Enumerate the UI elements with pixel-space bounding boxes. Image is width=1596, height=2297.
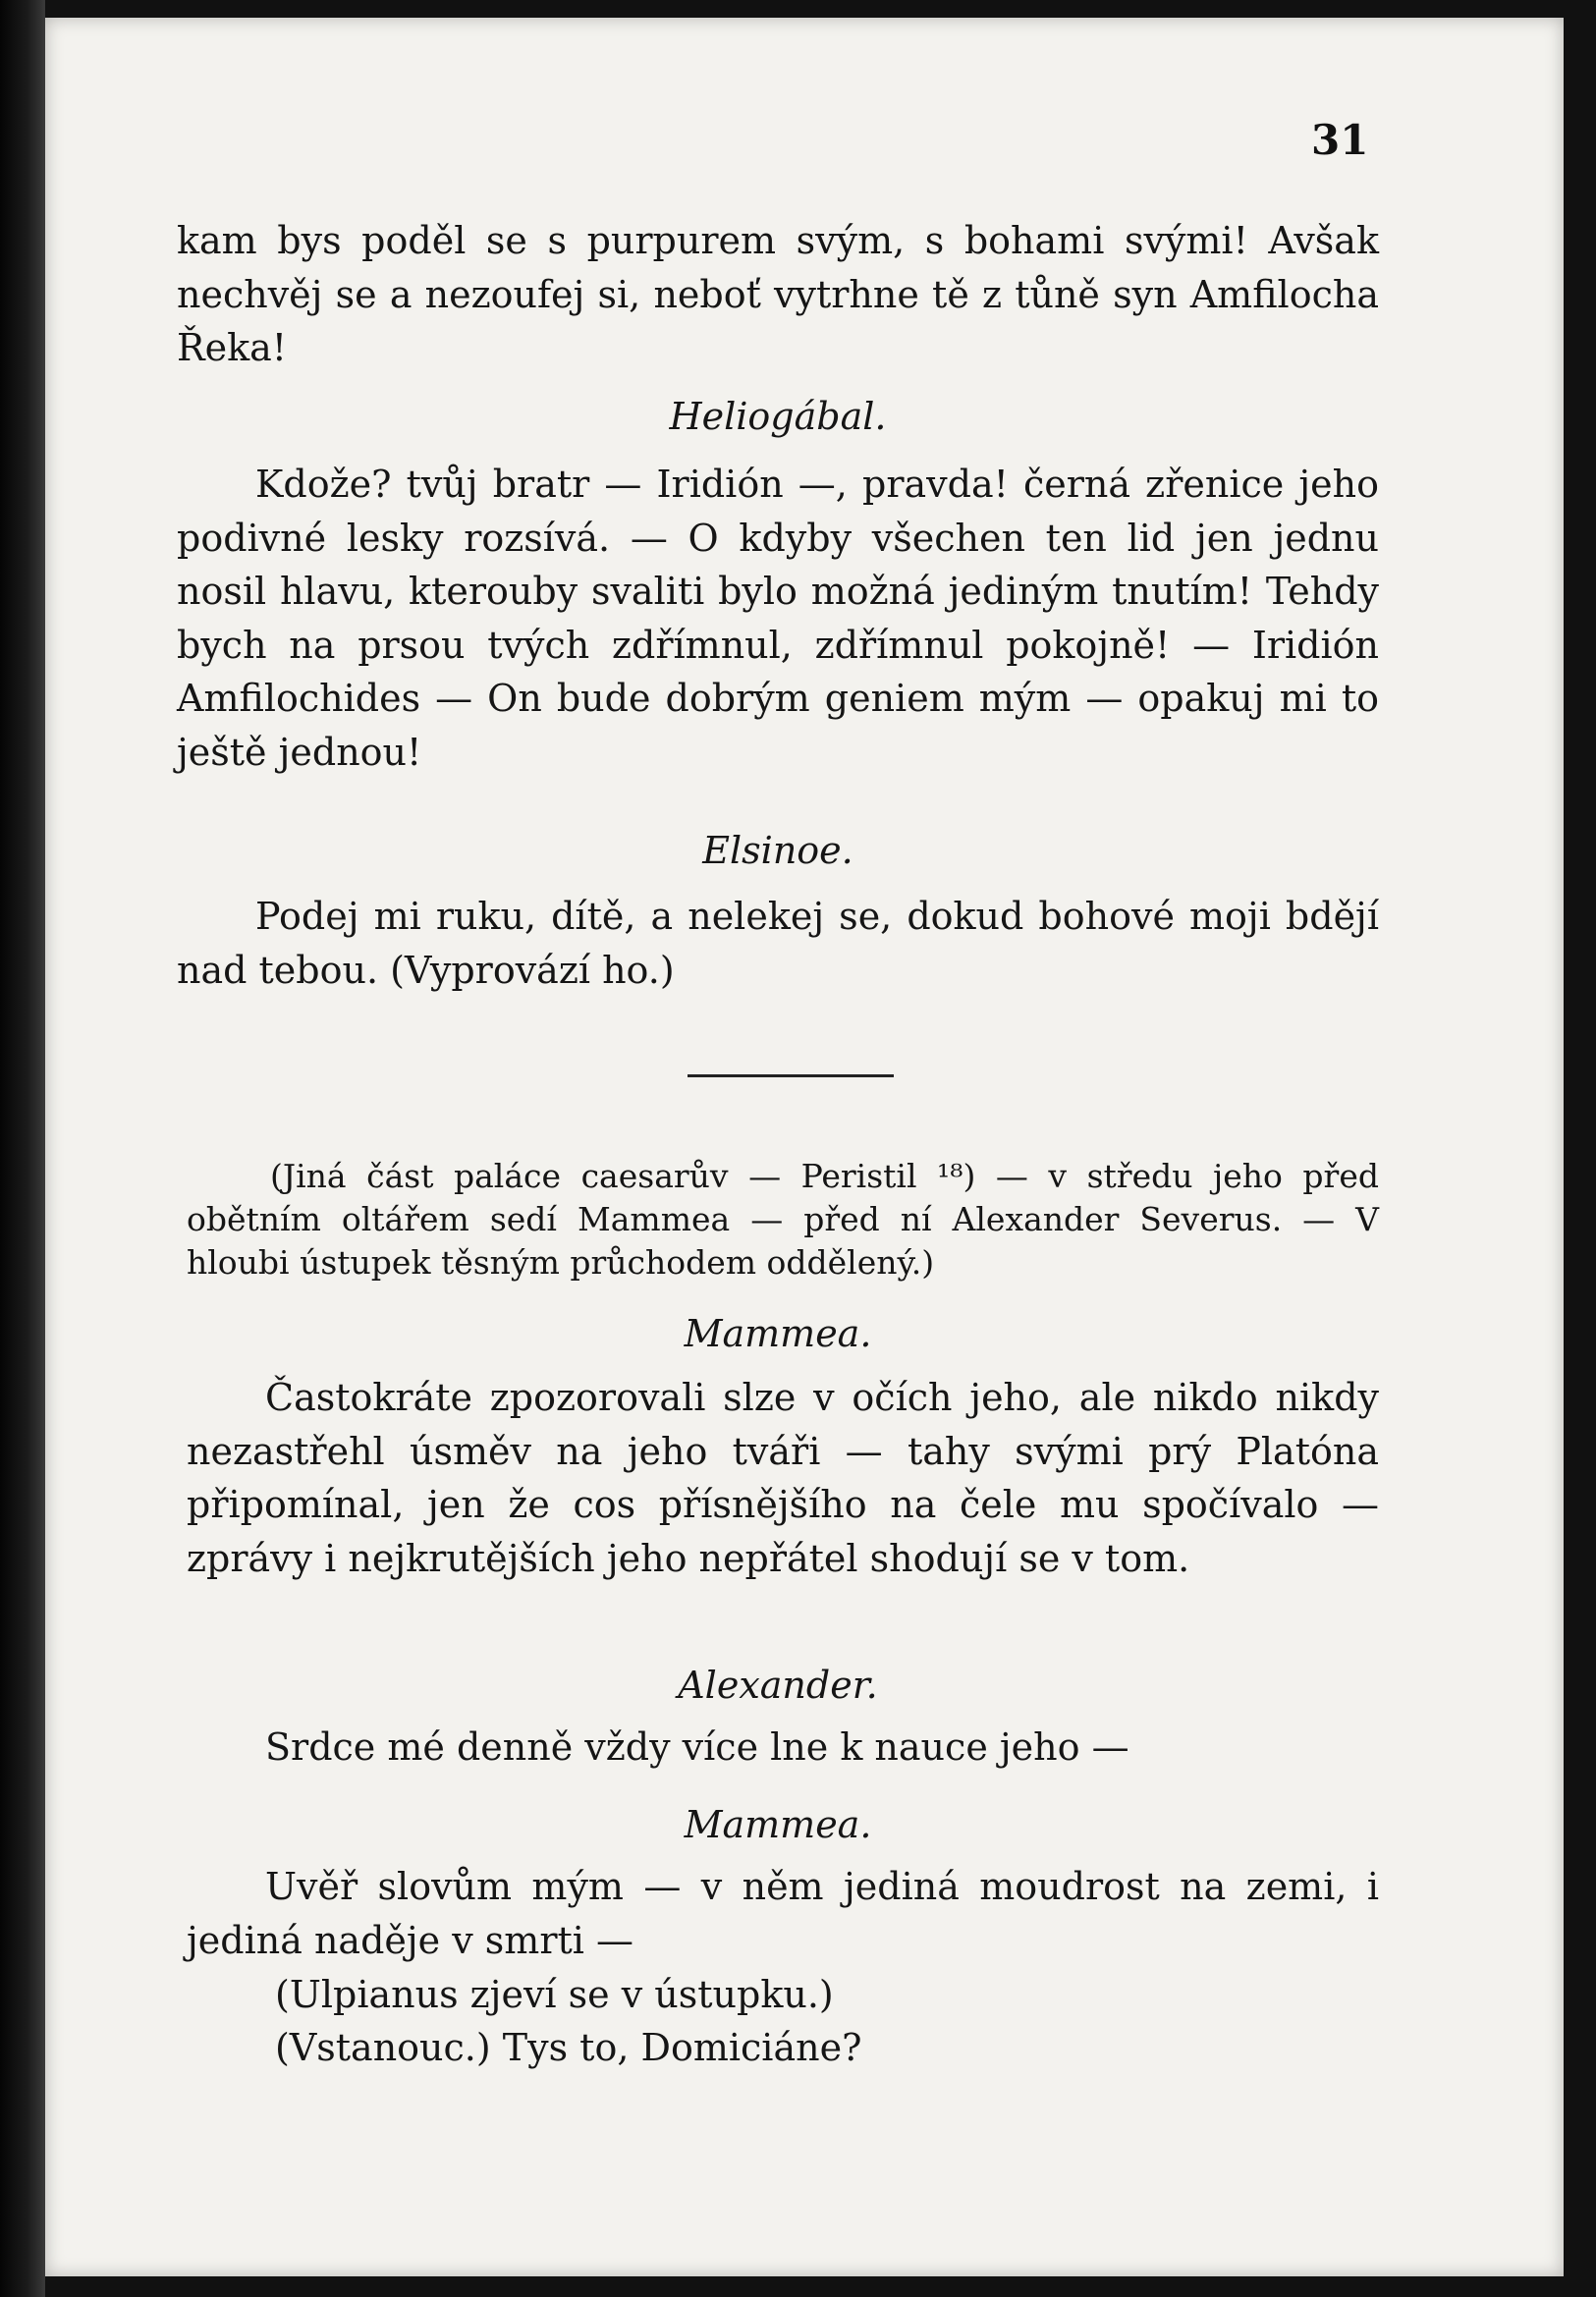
speaker-elsinoe: Elsinoe. <box>702 829 853 872</box>
stage-line-vstanouc: (Vstanouc.) Tys to, Domiciáne? <box>275 2026 862 2069</box>
speaker-mammea-2: Mammea. <box>684 1803 872 1846</box>
paragraph-mammea-2: Uvěř slovům mým — v něm jediná moudrost na zemi, i jediná naděje v smrti — <box>187 1865 1379 1962</box>
paragraph-alexander: Srdce mé denně vždy více lne k nauce jeho — <box>265 1725 1129 1769</box>
speaker-alexander: Alexander. <box>678 1664 878 1707</box>
book-spine-shadow <box>0 0 45 2297</box>
scene-divider <box>688 1074 894 1077</box>
stage-line-ulpianus: (Ulpianus zjeví se v ústupku.) <box>275 1973 834 2016</box>
paragraph-continuation: kam bys poděl se s purpurem svým, s bohami svými! Avšak nechvěj se a nezoufej si, neboť vytrhne tě z tůně syn Amfilocha Řeka! <box>177 219 1379 369</box>
paragraph-heliogabal: Kdože? tvůj bratr — Iridión —, pravda! černá zřenice jeho podivné lesky rozsívá. — O kdyby všechen ten lid jen jednu nosil hlavu, kterouby svaliti bylo možná jediným tnutím! Tehdy bych na prsou tvých zdřímnul, zdřímnul pokojně! — Iridión Amfilochides — On bude dobrým geniem mým — opakuj mi to ještě jednou! <box>177 463 1379 774</box>
speaker-mammea: Mammea. <box>684 1312 872 1355</box>
page-number: 31 <box>1311 116 1369 164</box>
paragraph-mammea: Častokráte zpozorovali slze v očích jeho, ale nikdo nikdy nezastřehl úsměv na jeho tváři — tahy svými prý Platóna připomínal, jen že cos přísnějšího na čele mu spočívalo — zprávy i nejkrutějších jeho nepřátel shodují se v tom. <box>187 1376 1379 1580</box>
stage-direction: (Jiná část paláce caesarův — Peristil ¹⁸) — v středu jeho před obětním oltářem sedí Mammea — před ní Alexander Severus. — V hloubi ústupek těsným průchodem oddělený.) <box>187 1157 1379 1282</box>
paragraph-elsinoe: Podej mi ruku, dítě, a nelekej se, dokud bohové moji bdějí nad tebou. (Vyprovází ho.) <box>177 895 1379 992</box>
speaker-heliogabal: Heliogábal. <box>669 395 887 438</box>
